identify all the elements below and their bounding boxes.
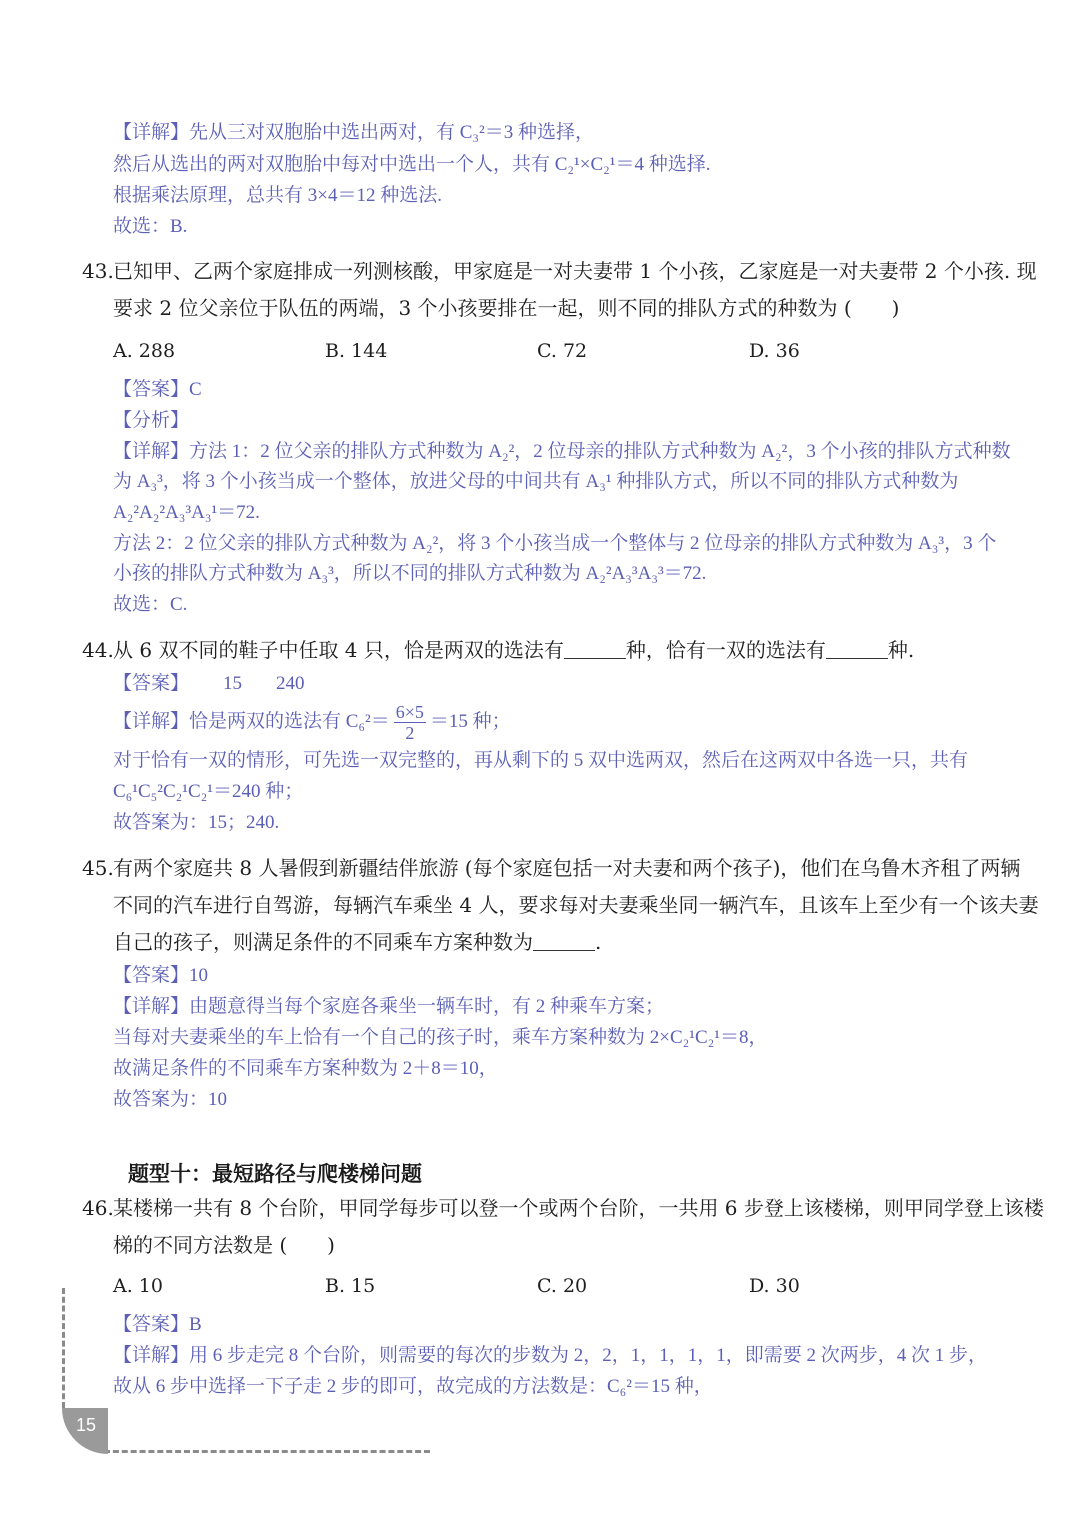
q43-stem-line-1: 已知甲、乙两个家庭排成一列测核酸，甲家庭是一对夫妻带 1 个小孩，乙家庭是一对夫妻带 2 个小孩. 现 [113, 259, 1037, 283]
q43-solution-line-2: 为 A₃³，将 3 个小孩当成一个整体，放进父母的中间共有 A₃¹ 种排队方式，所以不同的排队方式种数为 [113, 471, 959, 492]
q43-solution-line-1: 【详解】方法 1：2 位父亲的排队方式种数为 A₂²，2 位母亲的排队方式种数为 A₂²，3 个小孩的排队方式种数 [113, 441, 1011, 462]
q45-solution-line-1: 【详解】由题意得当每个家庭各乘坐一辆车时，有 2 种乘车方案； [113, 996, 665, 1017]
q45-number: 45. [82, 856, 114, 880]
q44-stem-part-a: 从 6 双不同的鞋子中任取 4 只，恰是两双的选法有 [113, 638, 564, 662]
q46-stem-line-1: 某楼梯一共有 8 个台阶，甲同学每步可以登一个或两个台阶，一共用 6 步登上该楼梯，则甲同学登上该楼 [113, 1196, 1044, 1220]
q44-stem [113, 635, 914, 665]
q45-solution-line-3: 故满足条件的不同乘车方案种数为 2＋8＝10， [113, 1058, 498, 1079]
q44-fraction-denominator: 2 [405, 723, 415, 744]
q45-stem-line-3 [113, 927, 601, 957]
q43-stem-line-2: 要求 2 位父亲位于队伍的两端，3 个小孩要排在一起，则不同的排队方式的种数为 ( ) [113, 296, 900, 320]
q46-choice-b: B. 15 [325, 1275, 376, 1297]
q44-stem-part-c: 种. [887, 638, 915, 662]
q45-stem-line-1: 有两个家庭共 8 人暑假到新疆结伴旅游 (每个家庭包括一对夫妻和两个孩子)，他们在乌鲁木齐租了两辆 [113, 856, 1021, 880]
q44-solution-line-4: 故答案为：15；240. [113, 812, 280, 833]
q42-solution-line-1: 【详解】先从三对双胞胎中选出两对，有 C₃²＝3 种选择， [113, 122, 594, 143]
q43-solution-line-4: 方法 2：2 位父亲的排队方式种数为 A₂²，将 3 个小孩当成一个整体与 2 位母亲的排队方式种数为 A₃³，3 个 [113, 533, 997, 554]
q42-solution-line-3: 根据乘法原理，总共有 3×4＝12 种选法. [113, 185, 442, 206]
q46-solution-line-2: 故从 6 步中选择一下子走 2 步的即可，故完成的方法数是：C₆²＝15 种， [113, 1376, 713, 1397]
page-border-dashed-vertical [62, 1288, 65, 1408]
q44-answer [113, 669, 305, 699]
q46-solution-line-1: 【详解】用 6 步走完 8 个台阶，则需要的每次的步数为 2，2，1，1，1，1，即需要 2 次两步，4 次 1 步， [113, 1345, 988, 1366]
q43-answer: 【答案】C [113, 379, 202, 400]
q45-solution-line-4: 故答案为：10 [113, 1089, 228, 1110]
q43-analysis: 【分析】 [113, 410, 190, 431]
q42-solution-line-2: 然后从选出的两对双胞胎中每对中选出一个人，共有 C₂¹×C₂¹＝4 种选择. [113, 154, 711, 175]
q46-choice-a: A. 10 [113, 1275, 163, 1297]
q46-choice-d: D. 30 [749, 1275, 800, 1297]
q44-stem-part-b: 种，恰有一双的选法有 [625, 638, 826, 662]
q44-answer-1: 15 [223, 673, 243, 694]
section-title: 题型十：最短路径与爬楼梯问题 [128, 1162, 422, 1186]
q44-solution-line-3: C₆¹C₅²C₂¹C₂¹＝240 种； [113, 781, 304, 802]
q44-fraction-numerator: 6×5 [395, 702, 424, 723]
page-number: 15 [76, 1415, 97, 1435]
q44-answer-2: 240 [276, 673, 305, 694]
page-border-dashed-horizontal [104, 1450, 430, 1453]
q46-stem-line-2: 梯的不同方法数是 ( ) [113, 1233, 335, 1257]
q43-solution-line-5: 小孩的排队方式种数为 A₃³，所以不同的排队方式种数为 A₂²A₃³A₃³＝72. [113, 563, 707, 584]
q43-number: 43. [82, 259, 114, 283]
q44-answer-label: 【答案】 [113, 673, 190, 694]
q43-solution-line-6: 故选：C. [113, 594, 188, 615]
q45-stem-line-3-end: . [595, 930, 602, 954]
q46-number: 46. [82, 1196, 114, 1220]
q43-solution-line-3: A₂²A₂²A₃³A₃¹＝72. [113, 502, 260, 523]
q44-solution-line-1b: ＝15 种； [429, 711, 511, 732]
q45-solution-line-2: 当每对夫妻乘坐的车上恰有一个自己的孩子时，乘车方案种数为 2×C₂¹C₂¹＝8， [113, 1027, 768, 1048]
q44-number: 44. [82, 638, 114, 662]
q44-solution-line-2: 对于恰有一双的情形，可先选一双完整的，再从剩下的 5 双中选两双，然后在这两双中各选一只，共有 [113, 750, 969, 771]
q45-blank [533, 930, 595, 951]
q43-choice-c: C. 72 [537, 340, 588, 362]
q45-answer: 【答案】10 [113, 965, 209, 986]
q46-answer: 【答案】B [113, 1314, 202, 1335]
q45-stem-line-2: 不同的汽车进行自驾游，每辆汽车乘坐 4 人，要求每对夫妻乘坐同一辆汽车，且该车上至少有一个该夫妻 [113, 893, 1039, 917]
q44-blank-2 [826, 638, 888, 659]
q44-solution-line-1a: 【详解】恰是两双的选法有 C₆²＝ [113, 711, 390, 732]
q43-choice-a: A. 288 [113, 340, 176, 362]
q44-blank-1 [564, 638, 626, 659]
q43-choice-d: D. 36 [749, 340, 800, 362]
q43-choice-b: B. 144 [325, 340, 388, 362]
q44-fraction [394, 702, 426, 743]
q44-solution-line-1 [113, 702, 511, 743]
q46-choice-c: C. 20 [537, 1275, 588, 1297]
q42-solution-line-4: 故选：B. [113, 216, 188, 237]
q45-stem-line-3-text: 自己的孩子，则满足条件的不同乘车方案种数为 [113, 930, 533, 954]
